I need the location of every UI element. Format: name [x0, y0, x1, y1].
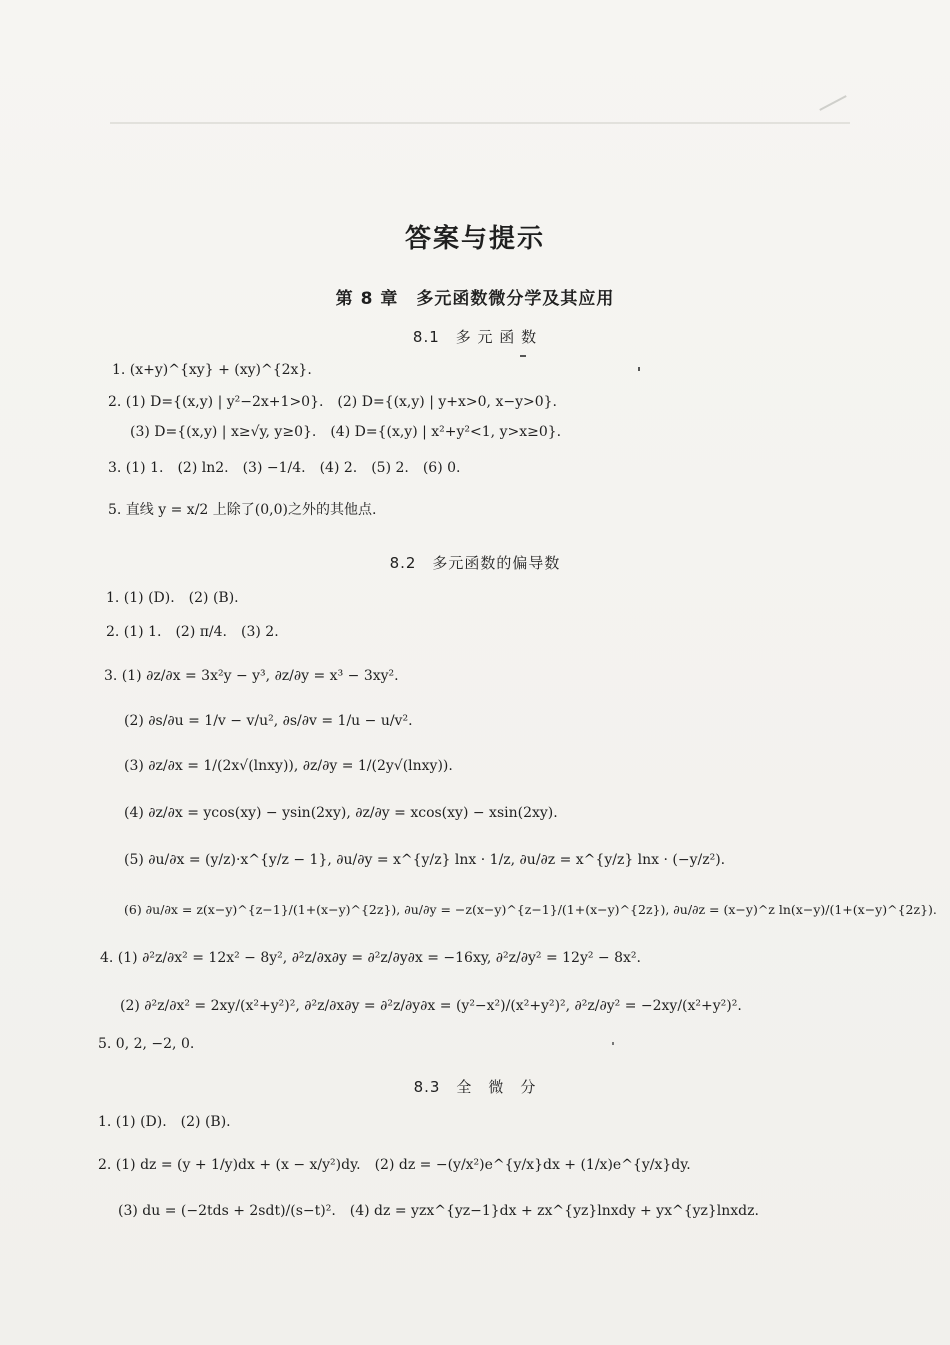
answer-line: 5. 0, 2, −2, 0. [98, 1036, 195, 1052]
answer-line: 2. (1) dz = (y + 1/y)dx + (x − x/y²)dy. (2) dz = −(y/x²)e^{y/x}dx + (1/x)e^{y/x}dy. [98, 1157, 691, 1173]
answer-line: 2. (1) D={(x,y) | y²−2x+1>0}. (2) D={(x,y) | y+x>0, x−y>0}. [108, 394, 557, 410]
faint-corner-mark [819, 95, 846, 111]
stray-mark [612, 1042, 614, 1045]
answer-line: 1. (1) (D). (2) (B). [106, 590, 239, 606]
answer-line: (2) ∂²z/∂x² = 2xy/(x²+y²)², ∂²z/∂x∂y = ∂²z/∂y∂x = (y²−x²)/(x²+y²)², ∂²z/∂y² = −2xy/(x²+y²)². [120, 998, 742, 1014]
answer-line: 3. (1) ∂z/∂x = 3x²y − y³, ∂z/∂y = x³ − 3xy². [104, 668, 399, 684]
answer-line: (4) ∂z/∂x = ycos(xy) − ysin(2xy), ∂z/∂y = xcos(xy) − xsin(2xy). [124, 805, 558, 821]
answer-line: (6) ∂u/∂x = z(x−y)^{z−1}/(1+(x−y)^{2z}), ∂u/∂y = −z(x−y)^{z−1}/(1+(x−y)^{2z}), ∂u/∂z = (x−y)^z ln(x−y)/(1+(x−y)^{2z}). [124, 902, 937, 917]
answer-line: 1. (1) (D). (2) (B). [98, 1114, 231, 1130]
answer-line: 4. (1) ∂²z/∂x² = 12x² − 8y², ∂²z/∂x∂y = ∂²z/∂y∂x = −16xy, ∂²z/∂y² = 12y² − 8x². [100, 950, 641, 966]
answer-line: (3) ∂z/∂x = 1/(2x√(lnxy)), ∂z/∂y = 1/(2y√(lnxy)). [124, 758, 453, 774]
answer-line: 3. (1) 1. (2) ln2. (3) −1/4. (4) 2. (5) 2. (6) 0. [108, 460, 461, 476]
chapter-heading: 第 8 章 多元函数微分学及其应用 [335, 289, 615, 309]
section-heading-8-2: 8.2 多元函数的偏导数 [389, 554, 561, 572]
section-heading-8-3: 8.3 全 微 分 [413, 1078, 537, 1096]
answer-line: 2. (1) 1. (2) π/4. (3) 2. [106, 624, 279, 640]
stray-mark [520, 355, 526, 357]
answer-line: 5. 直线 y = x/2 上除了(0,0)之外的其他点. [108, 502, 377, 518]
answer-line: (5) ∂u/∂x = (y/z)·x^{y/z − 1}, ∂u/∂y = x^{y/z} lnx · 1/z, ∂u/∂z = x^{y/z} lnx · (−y/z²). [124, 852, 726, 868]
answer-line: 1. (x+y)^{xy} + (xy)^{2x}. [112, 362, 312, 378]
answer-line: (2) ∂s/∂u = 1/v − v/u², ∂s/∂v = 1/u − u/v². [124, 713, 413, 729]
section-heading-8-1: 8.1 多 元 函 数 [412, 328, 538, 346]
answer-line: (3) D={(x,y) | x≥√y, y≥0}. (4) D={(x,y) | x²+y²<1, y>x≥0}. [130, 424, 562, 440]
stray-mark [638, 367, 640, 371]
answer-line: (3) du = (−2tds + 2sdt)/(s−t)². (4) dz = yzx^{yz−1}dx + zx^{yz}lnxdy + yx^{yz}lnxdz. [118, 1203, 759, 1219]
faint-header-rule [110, 122, 850, 124]
page-title: 答案与提示 [404, 224, 545, 254]
